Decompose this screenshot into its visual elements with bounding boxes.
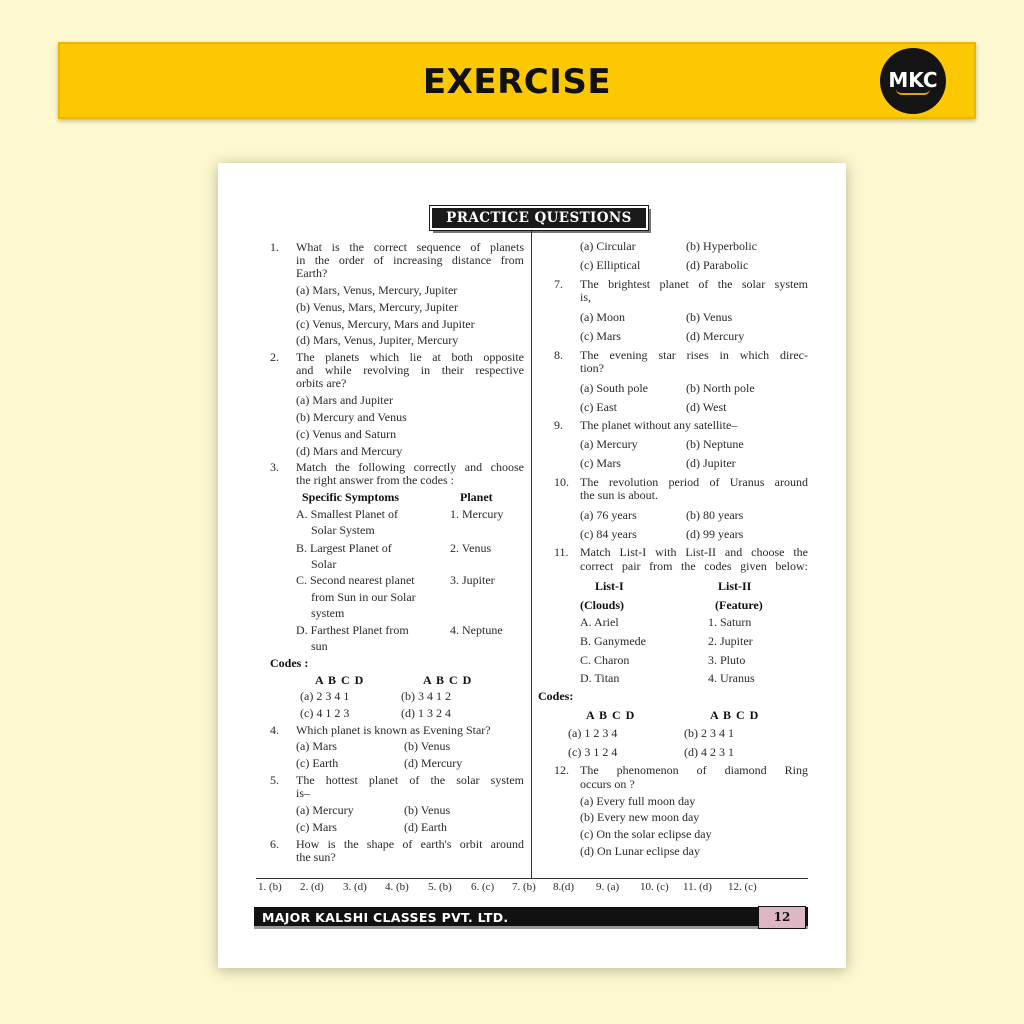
q7-line-2: is,: [580, 290, 592, 304]
exercise-banner: [58, 42, 976, 119]
q11-line-1: Match List-I with List-II and choose the: [580, 545, 808, 559]
q4-option-d: (d) Mercury: [404, 756, 463, 770]
q7-option-b: (b) Venus: [686, 310, 733, 324]
q7-option-d: (d) Mercury: [686, 329, 745, 343]
q9-option-b: (b) Neptune: [686, 437, 744, 451]
q12-option-b: (b) Every new moon day: [580, 810, 700, 824]
q2-line-2: and while revolving in their respective: [296, 363, 524, 377]
q5-line-1: The hottest planet of the solar system: [296, 773, 524, 787]
q11-code-d: (d) 4 2 3 1: [684, 745, 734, 759]
q7-option-a: (a) Moon: [580, 310, 625, 324]
q1-line-2: in the order of increasing distance from: [296, 253, 524, 267]
q3-row-d-right: 4. Neptune: [450, 623, 503, 637]
q2-option-d: (d) Mars and Mercury: [296, 444, 403, 458]
q6-option-d: (d) Parabolic: [686, 258, 749, 272]
q9-line-1: The planet without any satellite–: [580, 418, 738, 432]
q11-row-d-left: D. Titan: [580, 671, 620, 685]
q3-row-d-left-1: D. Farthest Planet from: [296, 623, 409, 637]
q8-number: 8.: [554, 348, 563, 362]
answer-4: 4. (b): [385, 881, 409, 893]
q2-option-b: (b) Mercury and Venus: [296, 410, 407, 424]
answer-12: 12. (c): [728, 881, 757, 893]
q7-number: 7.: [554, 277, 563, 291]
q11-codes-header-2: A B C D: [710, 708, 759, 722]
q3-code-a: (a) 2 3 4 1: [300, 689, 350, 703]
q12-line-1: The phenomenon of diamond Ring: [580, 763, 808, 777]
answer-8: 8.(d): [553, 881, 575, 893]
answer-2: 2. (d): [300, 881, 324, 893]
q3-code-d: (d) 1 3 2 4: [401, 706, 451, 720]
q1-option-d: (d) Mars, Venus, Jupiter, Mercury: [296, 333, 459, 347]
q3-row-c-right: 3. Jupiter: [450, 573, 495, 587]
q3-codes-header-2: A B C D: [423, 673, 472, 687]
q11-row-b-right: 2. Jupiter: [708, 634, 753, 648]
logo-text: MKC: [888, 67, 938, 92]
q6-line-2: the sun?: [296, 850, 336, 864]
q2-number: 2.: [270, 350, 279, 364]
section-heading: PRACTICE QUESTIONS: [430, 206, 648, 230]
q6-option-c: (c) Elliptical: [580, 258, 641, 272]
q3-codes-label: Codes :: [270, 656, 309, 670]
q8-line-1: The evening star rises in which direc-: [580, 348, 808, 362]
q3-code-c: (c) 4 1 2 3: [300, 706, 350, 720]
q12-line-2: occurs on ?: [580, 777, 635, 791]
q1-option-c: (c) Venus, Mercury, Mars and Jupiter: [296, 317, 475, 331]
q11-number: 11.: [554, 545, 569, 559]
q10-line-1: The revolution period of Uranus around: [580, 475, 808, 489]
q5-option-b: (b) Venus: [404, 803, 451, 817]
q8-line-2: tion?: [580, 361, 604, 375]
q8-option-b: (b) North pole: [686, 381, 755, 395]
q5-number: 5.: [270, 773, 279, 787]
q5-option-d: (d) Earth: [404, 820, 447, 834]
q10-line-2: the sun is about.: [580, 488, 658, 502]
q12-option-c: (c) On the solar eclipse day: [580, 827, 712, 841]
worksheet-page: [218, 163, 846, 968]
answer-6: 6. (c): [471, 881, 495, 893]
q10-option-b: (b) 80 years: [686, 508, 744, 522]
q6-line-1: How is the shape of earth's orbit around: [296, 837, 524, 851]
q8-option-c: (c) East: [580, 400, 617, 414]
q11-code-a: (a) 1 2 3 4: [568, 726, 618, 740]
q3-row-d-left-2: sun: [311, 639, 328, 653]
answer-5: 5. (b): [428, 881, 452, 893]
q1-number: 1.: [270, 240, 279, 254]
q12-option-d: (d) On Lunar eclipse day: [580, 844, 700, 858]
q2-option-a: (a) Mars and Jupiter: [296, 393, 393, 407]
q3-row-c-left-2: from Sun in our Solar: [311, 590, 416, 604]
q5-line-2: is–: [296, 786, 311, 800]
q11-row-c-left: C. Charon: [580, 653, 630, 667]
q1-option-b: (b) Venus, Mars, Mercury, Jupiter: [296, 300, 458, 314]
q4-number: 4.: [270, 723, 279, 737]
answer-rule: [256, 878, 808, 879]
q8-option-a: (a) South pole: [580, 381, 648, 395]
q10-option-c: (c) 84 years: [580, 527, 637, 541]
answer-10: 10. (c): [640, 881, 669, 893]
q11-row-a-left: A. Ariel: [580, 615, 619, 629]
q2-line-3: orbits are?: [296, 376, 347, 390]
q6-option-b: (b) Hyperbolic: [686, 239, 757, 253]
q3-row-a-right: 1. Mercury: [450, 507, 504, 521]
column-divider: [531, 231, 532, 878]
q6-option-a: (a) Circular: [580, 239, 636, 253]
q4-option-a: (a) Mars: [296, 739, 337, 753]
q11-row-b-left: B. Ganymede: [580, 634, 646, 648]
q3-code-b: (b) 3 4 1 2: [401, 689, 451, 703]
mkc-logo: [880, 48, 946, 114]
q3-row-b-right: 2. Venus: [450, 541, 492, 555]
q9-number: 9.: [554, 418, 563, 432]
q5-option-a: (a) Mercury: [296, 803, 354, 817]
q6-number: 6.: [270, 837, 279, 851]
q10-option-d: (d) 99 years: [686, 527, 744, 541]
q4-option-b: (b) Venus: [404, 739, 451, 753]
q4-option-c: (c) Earth: [296, 756, 339, 770]
q3-codes-header-1: A B C D: [315, 673, 364, 687]
q11-list1-sub: (Clouds): [580, 598, 625, 612]
q11-codes-label: Codes:: [538, 689, 574, 703]
publisher-name: MAJOR KALSHI CLASSES PVT. LTD.: [262, 910, 509, 925]
q3-col-head-symptoms: Specific Symptoms: [302, 490, 399, 504]
q1-line-3: Earth?: [296, 266, 328, 280]
q11-code-b: (b) 2 3 4 1: [684, 726, 734, 740]
answer-11: 11. (d): [683, 881, 712, 893]
answer-1: 1. (b): [258, 881, 282, 893]
answer-7: 7. (b): [512, 881, 536, 893]
q3-line-1: Match the following correctly and choose: [296, 460, 524, 474]
q3-number: 3.: [270, 460, 279, 474]
q11-list2-head: List-II: [718, 579, 752, 593]
q10-option-a: (a) 76 years: [580, 508, 637, 522]
q12-option-a: (a) Every full moon day: [580, 794, 696, 808]
page-number: 12: [758, 906, 806, 929]
q3-row-c-left-1: C. Second nearest planet: [296, 573, 415, 587]
q9-option-d: (d) Jupiter: [686, 456, 736, 470]
q11-codes-header-1: A B C D: [586, 708, 635, 722]
banner-title: EXERCISE: [422, 62, 612, 102]
q3-row-a-left-2: Solar System: [311, 523, 375, 537]
q9-option-c: (c) Mars: [580, 456, 621, 470]
q1-line-1: What is the correct sequence of planets: [296, 240, 524, 254]
q3-row-b-left-1: B. Largest Planet of: [296, 541, 392, 555]
answer-3: 3. (d): [343, 881, 367, 893]
q4-line-1: Which planet is known as Evening Star?: [296, 723, 491, 737]
q3-line-2: the right answer from the codes :: [296, 473, 454, 487]
q3-col-head-planet: Planet: [460, 490, 493, 504]
q3-row-b-left-2: Solar: [311, 557, 337, 571]
q11-row-d-right: 4. Uranus: [708, 671, 755, 685]
logo-smile-icon: [896, 89, 930, 95]
q10-number: 10.: [554, 475, 569, 489]
q7-line-1: The brightest planet of the solar system: [580, 277, 808, 291]
q5-option-c: (c) Mars: [296, 820, 337, 834]
q2-option-c: (c) Venus and Saturn: [296, 427, 397, 441]
q3-row-c-left-3: system: [311, 606, 345, 620]
q2-line-1: The planets which lie at both opposite: [296, 350, 524, 364]
q8-option-d: (d) West: [686, 400, 727, 414]
publisher-footer: [254, 907, 808, 929]
q11-code-c: (c) 3 1 2 4: [568, 745, 618, 759]
answer-9: 9. (a): [596, 881, 620, 893]
q11-list2-sub: (Feature): [715, 598, 763, 612]
q7-option-c: (c) Mars: [580, 329, 621, 343]
q11-line-2: correct pair from the codes given below:: [580, 559, 808, 573]
q12-number: 12.: [554, 763, 569, 777]
q11-list1-head: List-I: [595, 579, 624, 593]
q3-row-a-left-1: A. Smallest Planet of: [296, 507, 398, 521]
q9-option-a: (a) Mercury: [580, 437, 638, 451]
q11-row-c-right: 3. Pluto: [708, 653, 746, 667]
q11-row-a-right: 1. Saturn: [708, 615, 752, 629]
q1-option-a: (a) Mars, Venus, Mercury, Jupiter: [296, 283, 458, 297]
